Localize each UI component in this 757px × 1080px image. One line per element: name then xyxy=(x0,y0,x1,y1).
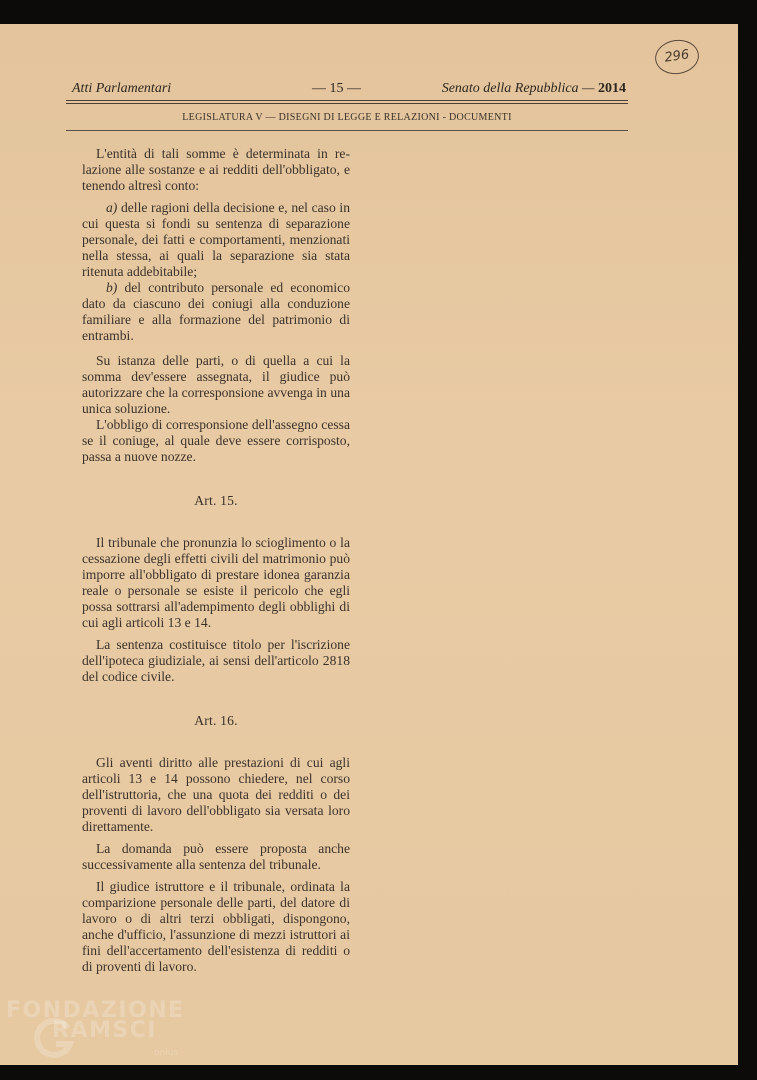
header-year: 2014 xyxy=(598,81,626,96)
header-rule xyxy=(66,100,628,101)
header-right-title xyxy=(442,81,626,97)
paragraph: L'obbligo di corresponsione dell'assegno cessa se il coniuge, al quale deve essere corrisposto, passa a nuove nozze. xyxy=(82,417,350,464)
list-item-a: a) delle ragioni della decisione e, nel caso in cui questa si fondi su sentenza di separazione personale, dei fatti e comportamenti, menzionati nella stessa, ai quali la separazione sia stata ritenuta addebitabile; xyxy=(82,200,350,279)
paragraph: Su istanza delle parti, o di quella a cui la somma dev'essere assegnata, il giudice può autorizzare che la corresponsione avvenga in una unica soluzione. xyxy=(82,353,350,416)
watermark-line3: onlus xyxy=(154,1048,179,1058)
list-item-b: b) del contributo personale ed economico dato da ciascuno dei coniugi alla conduzione familiare e alla formazione del patrimonio di entrambi. xyxy=(82,280,350,343)
header-page-number: — 15 — xyxy=(312,81,361,96)
document-body xyxy=(82,146,350,975)
paragraph: Il giudice istruttore e il tribunale, ordinata la comparizione personale delle parti, del datore di lavoro o di altri terzi obbligati, dispongono, anche d'ufficio, l'assunzione di mezzi istruttori ai fini dell'accertamento dell'esistenza di redditi o di proventi di lavoro. xyxy=(82,879,350,974)
page-number-stamp: 296 xyxy=(653,37,701,77)
watermark-line2: RAMSCI xyxy=(52,1018,158,1043)
paragraph: Gli aventi diritto alle prestazioni di cui agli articoli 13 e 14 possono chiedere, nel corso dell'istruttoria, che una quota dei redditi o dei proventi di lavoro dell'obbligato sia versata loro direttamente. xyxy=(82,755,350,834)
paragraph: La sentenza costituisce titolo per l'iscrizione dell'ipoteca giudiziale, ai sensi dell'articolo 2818 del codice civile. xyxy=(82,637,350,684)
watermark-line1: FONDAZIONE xyxy=(6,998,185,1023)
paragraph: L'entità di tali somme è determinata in relazione alle sostanze e ai redditi dell'obbligato, e tenendo altresì conto: xyxy=(82,146,350,193)
document-page xyxy=(0,24,738,1065)
header-right-text: Senato della Repubblica — xyxy=(441,81,595,96)
subheader-rule xyxy=(66,130,628,131)
header-left-title: Atti Parlamentari xyxy=(72,81,172,96)
page-header xyxy=(72,81,626,101)
paragraph: Il tribunale che pronunzia lo scioglimento o la cessazione degli effetti civili del matrimonio può imporre all'obbligato di prestare idonea garanzia reale o personale se esiste il pericolo che egli possa sottrarsi all'adempimento degli obblighi di cui agli articoli 13 e 14. xyxy=(82,535,350,630)
paragraph: La domanda può essere proposta anche successivamente alla sentenza del tribunale. xyxy=(82,841,350,872)
header-rule-double xyxy=(66,103,628,104)
subheader: LEGISLATURA V — DISEGNI DI LEGGE E RELAZIONI - DOCUMENTI xyxy=(182,112,512,123)
article-15-heading: Art. 15. xyxy=(194,493,238,508)
article-16-heading: Art. 16. xyxy=(194,713,238,728)
